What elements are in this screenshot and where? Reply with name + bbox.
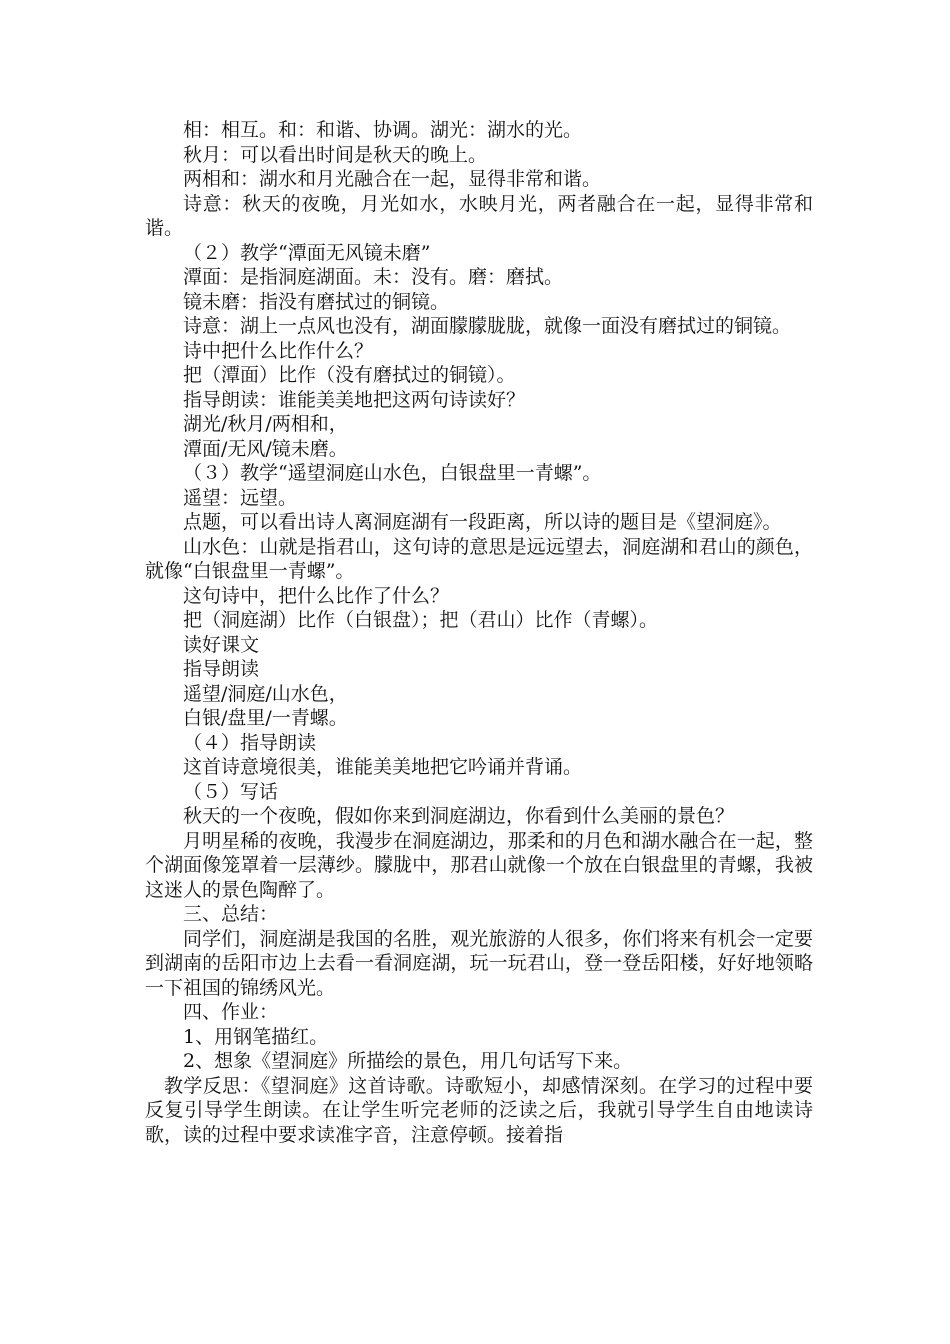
paragraph-5: （２）教学“潭面无风镜未磨” bbox=[183, 241, 431, 264]
paragraph-2: 秋月：可以看出时间是秋天的晚上。 bbox=[183, 143, 488, 166]
paragraph-31: 四、作业： bbox=[183, 1001, 279, 1023]
paragraph-32: 1、用钢笔描红。 bbox=[183, 1025, 329, 1048]
paragraph-19: 把（洞庭湖）比作（白银盘）；把（君山）比作（青螺）。 bbox=[183, 609, 659, 631]
paragraph-30: 同学们，洞庭湖是我国的名胜，观光旅游的人很多，你们将来有机会一定要到湖南的岳阳市边上去看一看洞庭湖，玩一玩君山，登一登岳阳楼，好好地领略一下祖国的锦绣风光。 bbox=[145, 927, 813, 999]
paragraph-18: 这句诗中，把什么比作了什么？ bbox=[183, 584, 450, 607]
paragraph-7: 镜未磨：指没有磨拭过的铜镜。 bbox=[183, 290, 450, 313]
paragraph-26: （５）写话 bbox=[183, 780, 279, 803]
paragraph-28: 月明星稀的夜晚，我漫步在洞庭湖边，那柔和的月色和湖水融合在一起，整个湖面像笼罩着一层薄纱。朦胧中，那君山就像一个放在白银盘里的青螺，我被这迷人的景色陶醉了。 bbox=[145, 829, 813, 901]
paragraph-6: 潭面：是指洞庭湖面。未：没有。磨：磨拭。 bbox=[183, 266, 564, 288]
paragraph-33: 2、想象《望洞庭》所描绘的景色，用几句话写下来。 bbox=[183, 1050, 633, 1072]
paragraph-21: 指导朗读 bbox=[183, 658, 260, 680]
paragraph-22: 遥望/洞庭/山水色， bbox=[183, 682, 348, 705]
paragraph-24: （４）指导朗读 bbox=[183, 731, 317, 754]
paragraph-15: 遥望：远望。 bbox=[183, 486, 298, 509]
paragraph-23: 白银/盘里/一青螺。 bbox=[183, 707, 348, 729]
paragraph-34: 教学反思：《望洞庭》这首诗歌。诗歌短小，却感情深刻。在学习的过程中要反复引导学生朗读。在让学生听完老师的泛读之后，我就引导学生自由地读诗歌，读的过程中要求读准字音，注意停顿。接着指 bbox=[145, 1074, 813, 1146]
paragraph-9: 诗中把什么比作什么？ bbox=[183, 339, 374, 362]
paragraph-4: 诗意：秋天的夜晚，月光如水，水映月光，两者融合在一起，显得非常和谐。 bbox=[145, 192, 813, 239]
paragraph-27: 秋天的一个夜晚，假如你来到洞庭湖边，你看到什么美丽的景色？ bbox=[183, 805, 735, 827]
paragraph-10: 把（潭面）比作（没有磨拭过的铜镜）。 bbox=[183, 364, 516, 386]
paragraph-14: （３）教学“遥望洞庭山水色，白银盘里一青螺”。 bbox=[183, 462, 602, 484]
paragraph-8: 诗意：湖上一点风也没有，湖面朦朦胧胧，就像一面没有磨拭过的铜镜。 bbox=[183, 315, 792, 337]
paragraph-20: 读好课文 bbox=[183, 633, 260, 656]
document-page bbox=[145, 118, 813, 1147]
paragraph-29: 三、总结： bbox=[183, 903, 279, 925]
paragraph-11: 指导朗读：谁能美美地把这两句诗读好？ bbox=[183, 388, 526, 411]
paragraph-3: 两相和：湖水和月光融合在一起，显得非常和谐。 bbox=[183, 168, 602, 190]
paragraph-13: 潭面/无风/镜未磨。 bbox=[183, 437, 348, 460]
paragraph-16: 点题，可以看出诗人离洞庭湖有一段距离，所以诗的题目是《望洞庭》。 bbox=[183, 511, 782, 533]
paragraph-25: 这首诗意境很美，谁能美美地把它吟诵并背诵。 bbox=[183, 756, 583, 778]
paragraph-17: 山水色：山就是指君山，这句诗的意思是远远望去，洞庭湖和君山的颜色，就像“白银盘里一青螺”。 bbox=[145, 535, 813, 582]
paragraph-12: 湖光/秋月/两相和， bbox=[183, 413, 348, 435]
paragraph-1: 相：相互。和：和谐、协调。湖光：湖水的光。 bbox=[183, 119, 583, 141]
